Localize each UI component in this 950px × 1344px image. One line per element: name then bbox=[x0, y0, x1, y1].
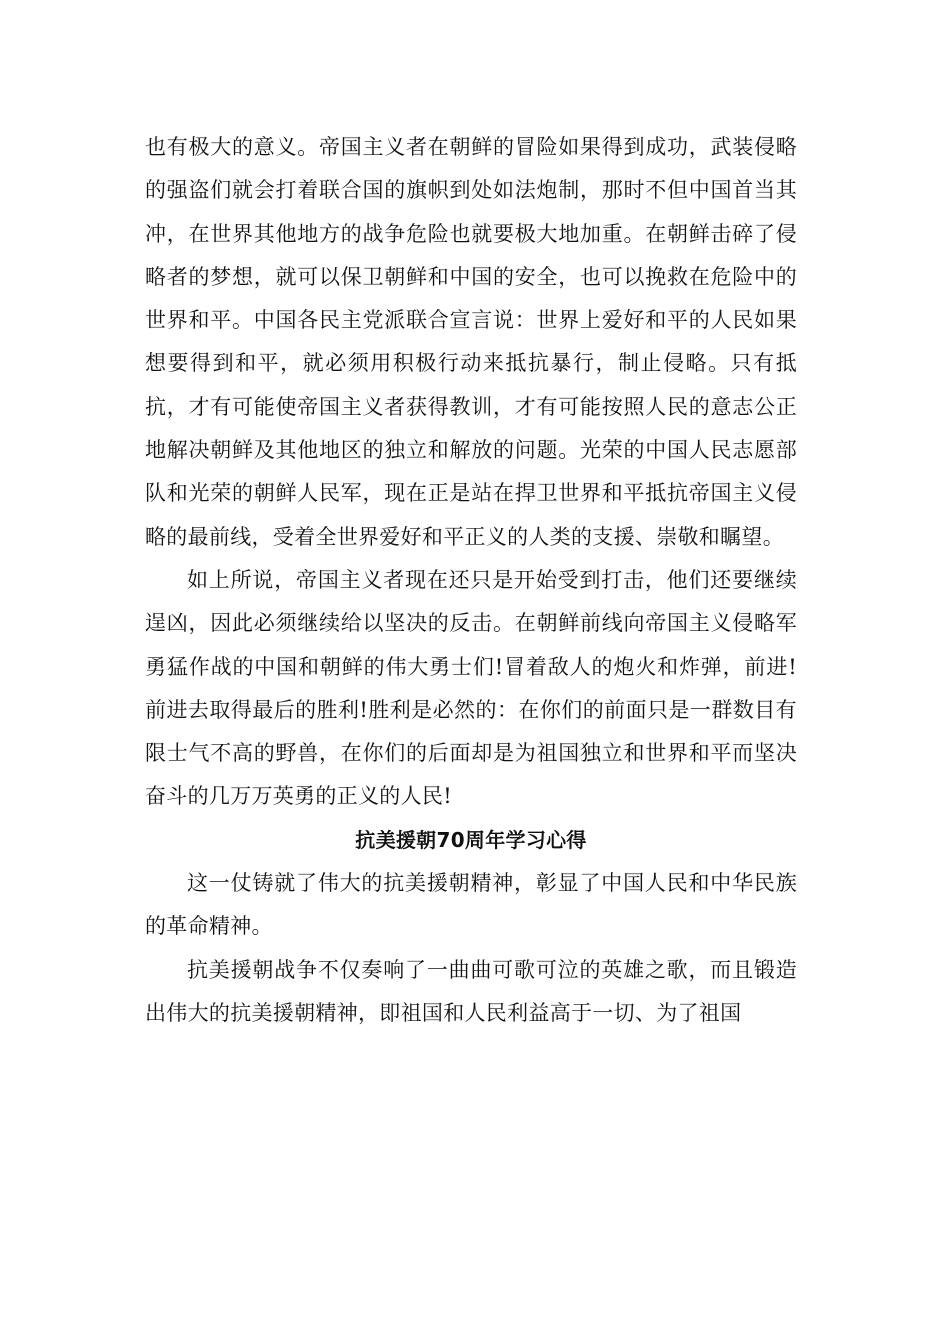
document-body bbox=[145, 126, 797, 1035]
paragraph-continued: 也有极大的意义。帝国主义者在朝鲜的冒险如果得到成功，武装侵略的强盗们就会打着联合国的旗帜到处如法炮制，那时不但中国首当其冲，在世界其他地方的战争危险也就要极大地加重。在朝鲜击碎了侵略者的梦想，就可以保卫朝鲜和中国的安全，也可以挽救在危险中的世界和平。中国各民主党派联合宣言说：世界上爱好和平的人民如果想要得到和平，就必须用积极行动来抵抗暴行，制止侵略。只有抵抗，才有可能使帝国主义者获得教训，才有可能按照人民的意志公正地解决朝鲜及其他地区的独立和解放的问题。光荣的中国人民志愿部队和光荣的朝鲜人民军，现在正是站在捍卫世界和平抵抗帝国主义侵略的最前线，受着全世界爱好和平正义的人类的支援、崇敬和瞩望。 bbox=[145, 135, 797, 549]
paragraph-heroes: 抗美援朝战争不仅奏响了一曲曲可歌可泣的英雄之歌，而且锻造出伟大的抗美援朝精神，即祖国和人民利益高于一切、为了祖国 bbox=[145, 957, 797, 1025]
section-heading: 抗美援朝70周年学习心得 bbox=[355, 827, 587, 852]
paragraph-spirit: 这一仗铸就了伟大的抗美援朝精神，彰显了中国人民和中华民族的革命精神。 bbox=[145, 871, 797, 939]
paragraph-counterattack: 如上所说，帝国主义者现在还只是开始受到打击，他们还要继续逞凶，因此必须继续给以坚决的反击。在朝鲜前线向帝国主义侵略军勇猛作战的中国和朝鲜的伟大勇士们!冒着敌人的炮火和炸弹，前进!前进去取得最后的胜利!胜利是必然的：在你们的前面只是一群数目有限士气不高的野兽，在你们的后面却是为祖国独立和世界和平而坚决奋斗的几万万英勇的正义的人民! bbox=[145, 567, 797, 809]
